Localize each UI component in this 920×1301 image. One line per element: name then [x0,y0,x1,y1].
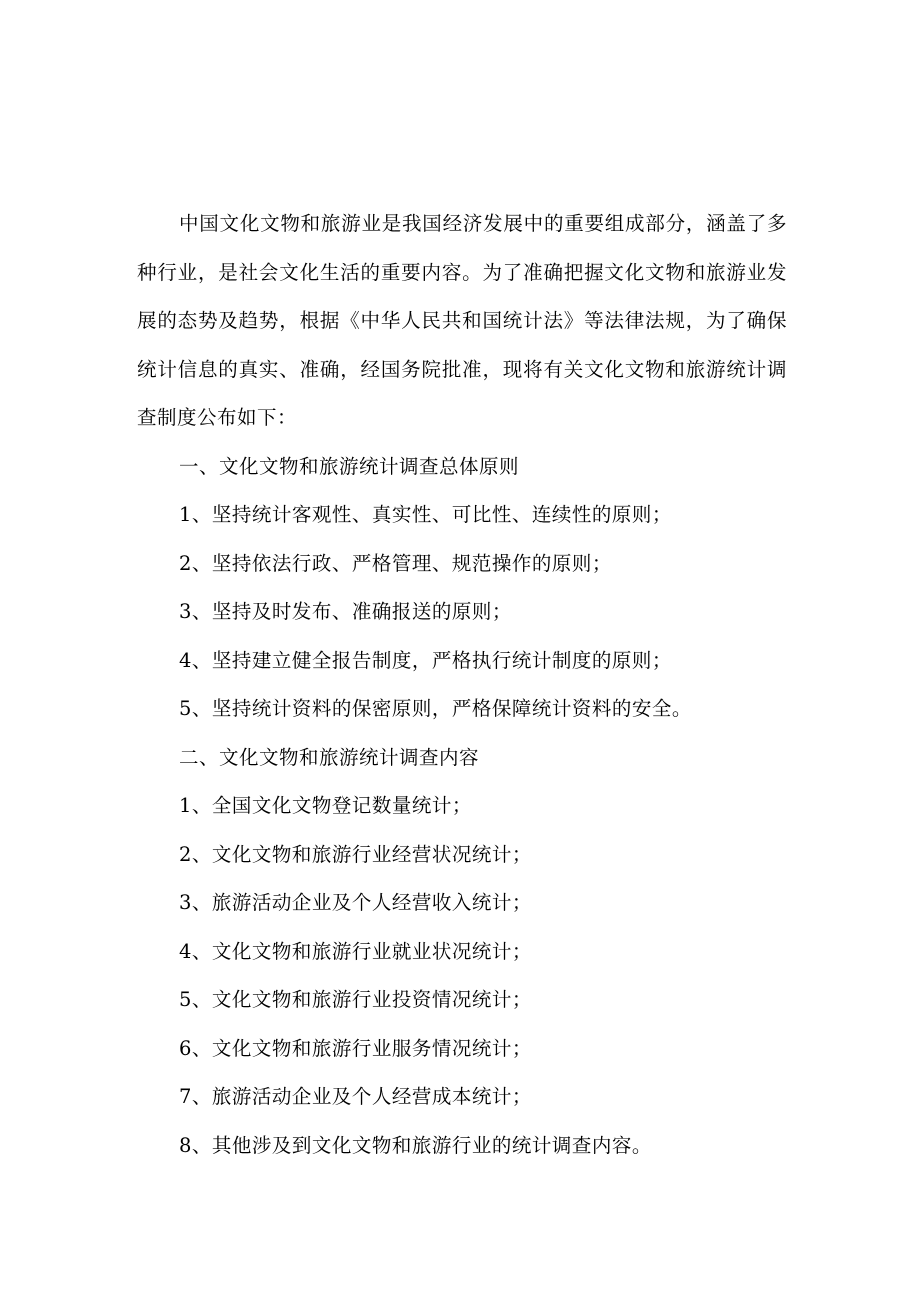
content-item: 7、旅游活动企业及个人经营成本统计； [179,1085,532,1108]
principle-item: 5、坚持统计资料的保密原则，严格保障统计资料的安全。 [179,697,692,720]
intro-paragraph: 中国文化文物和旅游业是我国经济发展中的重要组成部分，涵盖了多种行业，是社会文化生活的重要内容。为了准确把握文化文物和旅游业发展的态势及趋势，根据《中华人民共和国统计法》等法律法规，为了确保统计信息的真实、准确，经国务院批准，现将有关文化文物和旅游统计调查制度公布如下： [137,212,787,429]
content-item: 2、文化文物和旅游行业经营状况统计； [179,842,532,866]
content-item: 5、文化文物和旅游行业投资情况统计； [179,988,532,1011]
content-item: 8、其他涉及到文化文物和旅游行业的统计调查内容。 [179,1133,652,1157]
section-heading-principles: 一、文化文物和旅游统计调查总体原则 [179,454,520,478]
document-body [137,200,787,1170]
content-item: 3、旅游活动企业及个人经营收入统计； [179,891,532,914]
section-heading-contents: 二、文化文物和旅游统计调查内容 [179,745,480,769]
principle-item: 2、坚持依法行政、严格管理、规范操作的原则； [179,551,612,575]
content-item: 4、文化文物和旅游行业就业状况统计； [179,939,532,963]
content-item: 1、全国文化文物登记数量统计； [179,794,472,817]
principle-item: 3、坚持及时发布、准确报送的原则； [179,600,512,623]
content-item: 6、文化文物和旅游行业服务情况统计； [179,1036,532,1060]
principle-item: 1、坚持统计客观性、真实性、可比性、连续性的原则； [179,503,672,526]
principle-item: 4、坚持建立健全报告制度，严格执行统计制度的原则； [179,648,672,672]
